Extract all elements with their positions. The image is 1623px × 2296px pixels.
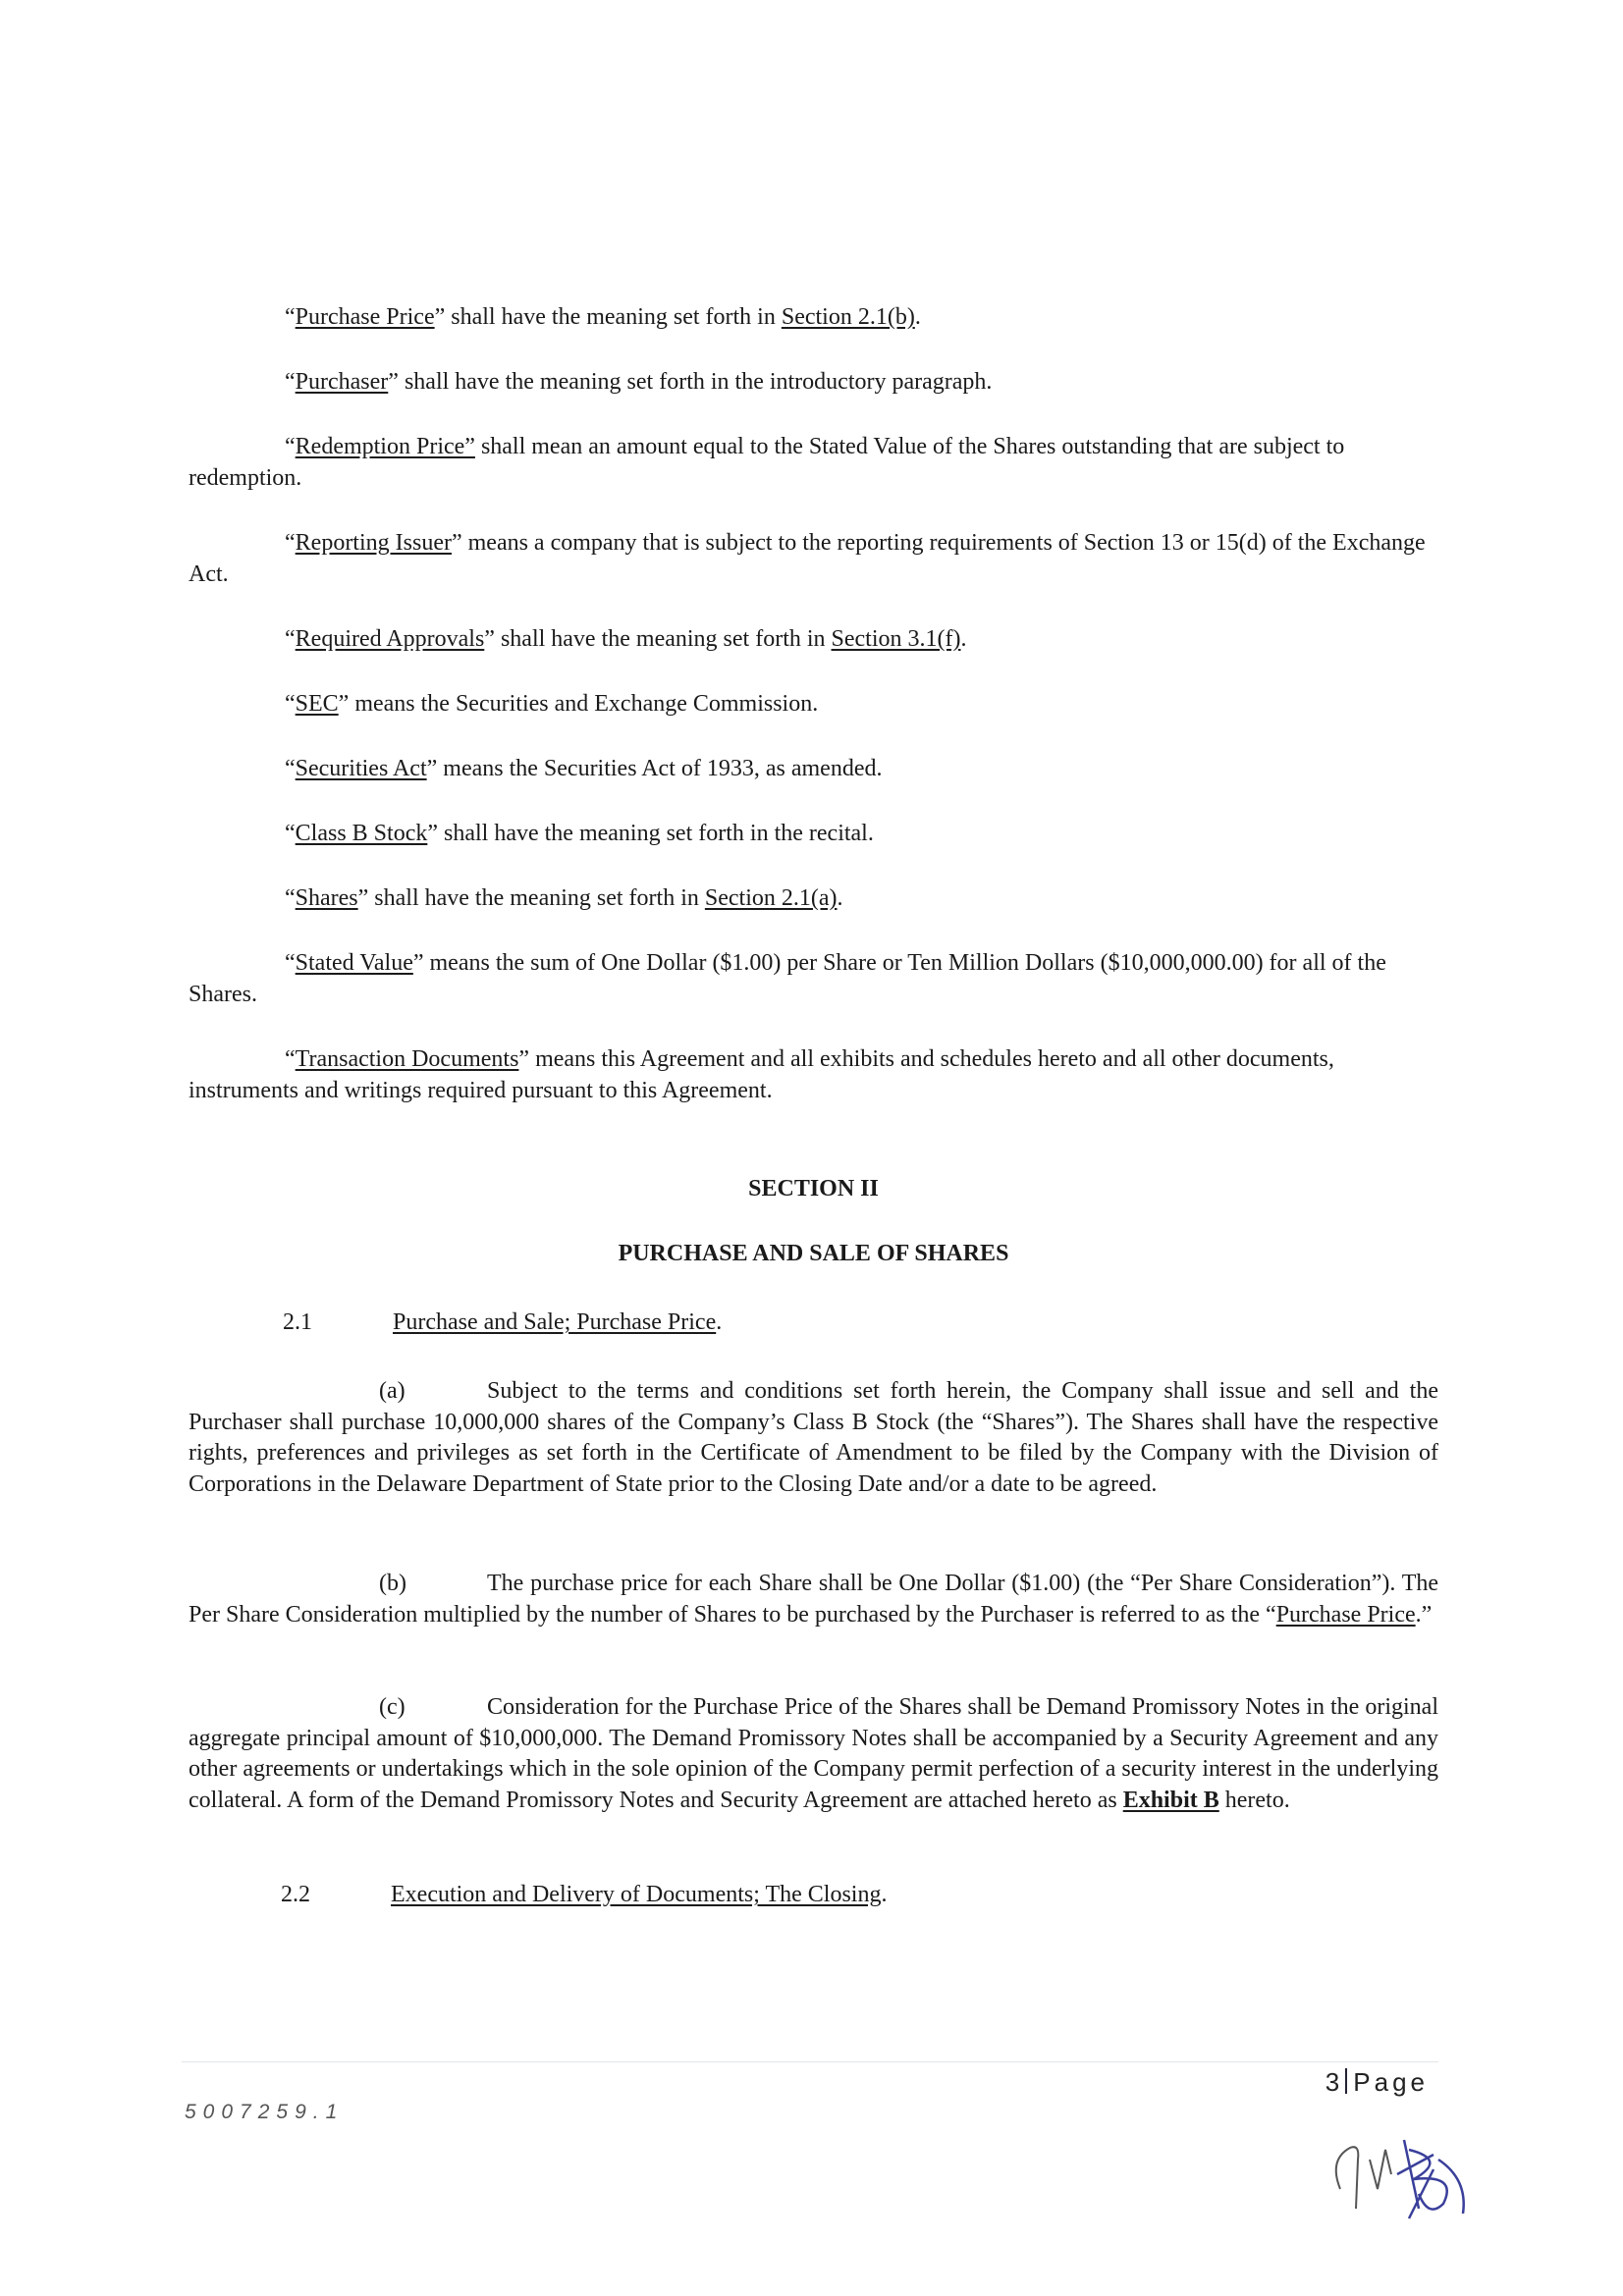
definition-tail: . [960, 626, 967, 652]
definition-text: ” shall have the meaning set forth in the introductory paragraph. [388, 369, 993, 395]
clause-label: (c) [379, 1694, 406, 1720]
paragraph-2-1-c [189, 1692, 1438, 1816]
definition-item: “Required Approvals” shall have the meaning set forth in Section 3.1(f). [285, 626, 967, 652]
definition-item: “Reporting Issuer” means a company that is subject to the reporting requirements of Section 13 or 15(d) of the Exchange Act. [189, 530, 1426, 587]
definition-tail: . [914, 304, 921, 330]
section-heading: Purchase and Sale; Purchase Price [393, 1309, 717, 1335]
paragraph-2-1-b [189, 1569, 1438, 1630]
page-label: Page [1353, 2067, 1429, 2097]
defined-term: Purchase Price [295, 304, 435, 330]
definition-item: “Redemption Price” shall mean an amount equal to the Stated Value of the Shares outstanding that are subject to redemption. [189, 434, 1345, 491]
cross-reference: Section 2.1(a) [704, 885, 838, 911]
definition-text: ” shall have the meaning set forth in [434, 304, 782, 330]
definition-item: “Class B Stock” shall have the meaning set forth in the recital. [285, 821, 874, 846]
definition-item: “Securities Act” means the Securities Act of 1933, as amended. [285, 756, 883, 781]
cross-reference: Section 3.1(f) [831, 626, 961, 652]
exhibit-reference: Exhibit B [1122, 1787, 1219, 1813]
clause-label: (b) [379, 1571, 406, 1596]
clause-text: Consideration for the Purchase Price of the Shares shall be Demand Promissory Notes in the original aggregate principal amount of $10,000,000. The Demand Promissory Notes shall be accompanied by a Security Agreement and any other agreements or undertakings which in the sole opinion of the Company permit perfection of a security interest in the underlying collateral. A form of the Demand Promissory Notes and Security Agreement are attached hereto as [189, 1694, 1438, 1813]
document-id: 5007259.1 [185, 2101, 345, 2123]
defined-term: Class B Stock [295, 821, 428, 846]
clause-text: Subject to the terms and conditions set forth herein, the Company shall issue and sell and the Purchaser shall purchase 10,000,000 shares of the Company’s Class B Stock (the “Shares”). The Shares shall have the respective rights, preferences and privileges as set forth in the Certificate of Amendment to be filed by the Company with the Division of Corporations in the Delaware Department of State prior to the Closing Date and/or a date to be agreed. [189, 1378, 1438, 1497]
definition-item: “Shares” shall have the meaning set forth in Section 2.1(a). [285, 885, 843, 911]
definition-text: ” means this Agreement and all exhibits and schedules hereto and all other documents, instruments and writings required pursuant to this Agreement. [189, 1046, 1334, 1103]
clause-label: (a) [379, 1378, 406, 1404]
section-heading: Execution and Delivery of Documents; The Closing [391, 1882, 882, 1907]
definition-item: “Purchase Price” shall have the meaning set forth in Section 2.1(b). [285, 304, 921, 330]
definition-item: “Purchaser” shall have the meaning set forth in the introductory paragraph. [285, 369, 993, 395]
clause-tail: .” [1415, 1601, 1433, 1628]
definition-tail: . [837, 885, 843, 911]
clause-tail: hereto. [1218, 1787, 1290, 1813]
definition-text: ” shall have the meaning set forth in the recital. [427, 821, 874, 846]
cross-reference: Purchase Price [1275, 1601, 1416, 1628]
definition-text: ” means a company that is subject to the reporting requirements of Section 13 or 15(d) of the Exchange Act. [189, 530, 1426, 587]
definition-text: ” shall have the meaning set forth in [357, 885, 705, 911]
section-number: SECTION II [748, 1176, 879, 1201]
section-2-1-heading: 2.1 Purchase and Sale; Purchase Price. [283, 1308, 1265, 1339]
page-number-value: 3 [1325, 2067, 1344, 2097]
definition-text: ” shall have the meaning set forth in [484, 626, 832, 652]
definition-text: ” means the sum of One Dollar ($1.00) per Share or Ten Million Dollars ($10,000,000.00) for all of the Shares. [189, 950, 1386, 1007]
paragraph-2-1-a [189, 1376, 1438, 1500]
definition-item: “Stated Value” means the sum of One Dollar ($1.00) per Share or Ten Million Dollars ($10,000,000.00) for all of the Shares. [189, 950, 1386, 1007]
defined-term: Redemption Price” [295, 434, 475, 459]
definition-item: “Transaction Documents” means this Agreement and all exhibits and schedules hereto and all other documents, instruments and writings required pursuant to this Agreement. [189, 1046, 1334, 1103]
defined-term: Shares [295, 885, 358, 911]
defined-term: SEC [295, 691, 339, 717]
footer-divider [182, 2061, 1438, 2062]
section-title: PURCHASE AND SALE OF SHARES [618, 1241, 1009, 1266]
defined-term: Required Approvals [295, 626, 485, 652]
defined-term: Stated Value [295, 950, 413, 976]
defined-term: Reporting Issuer [295, 530, 452, 556]
clause-text: The purchase price for each Share shall be One Dollar ($1.00) (the “Per Share Consideration”). The Per Share Consideration multiplied by the number of Shares to be purchased by the Purchaser is referred to as the “ [189, 1571, 1438, 1628]
section-number: 2.2 [281, 1882, 310, 1907]
page-number [1325, 2067, 1429, 2098]
signature-initials [1321, 2120, 1517, 2228]
definition-text: ” means the Securities and Exchange Commission. [338, 691, 819, 717]
section-2-2-heading: 2.2 Execution and Delivery of Documents; The Closing. [281, 1880, 1263, 1911]
cross-reference: Section 2.1(b) [781, 304, 915, 330]
definition-text: ” means the Securities Act of 1933, as amended. [426, 756, 883, 781]
section-number: 2.1 [283, 1309, 312, 1335]
defined-term: Securities Act [295, 756, 427, 781]
defined-term: Purchaser [295, 369, 389, 395]
divider [1345, 2068, 1347, 2094]
defined-term: Transaction Documents [295, 1046, 519, 1072]
definition-item: “SEC” means the Securities and Exchange Commission. [285, 691, 819, 717]
definition-text: shall mean an amount equal to the Stated Value of the Shares outstanding that are subject to redemption. [189, 434, 1345, 491]
